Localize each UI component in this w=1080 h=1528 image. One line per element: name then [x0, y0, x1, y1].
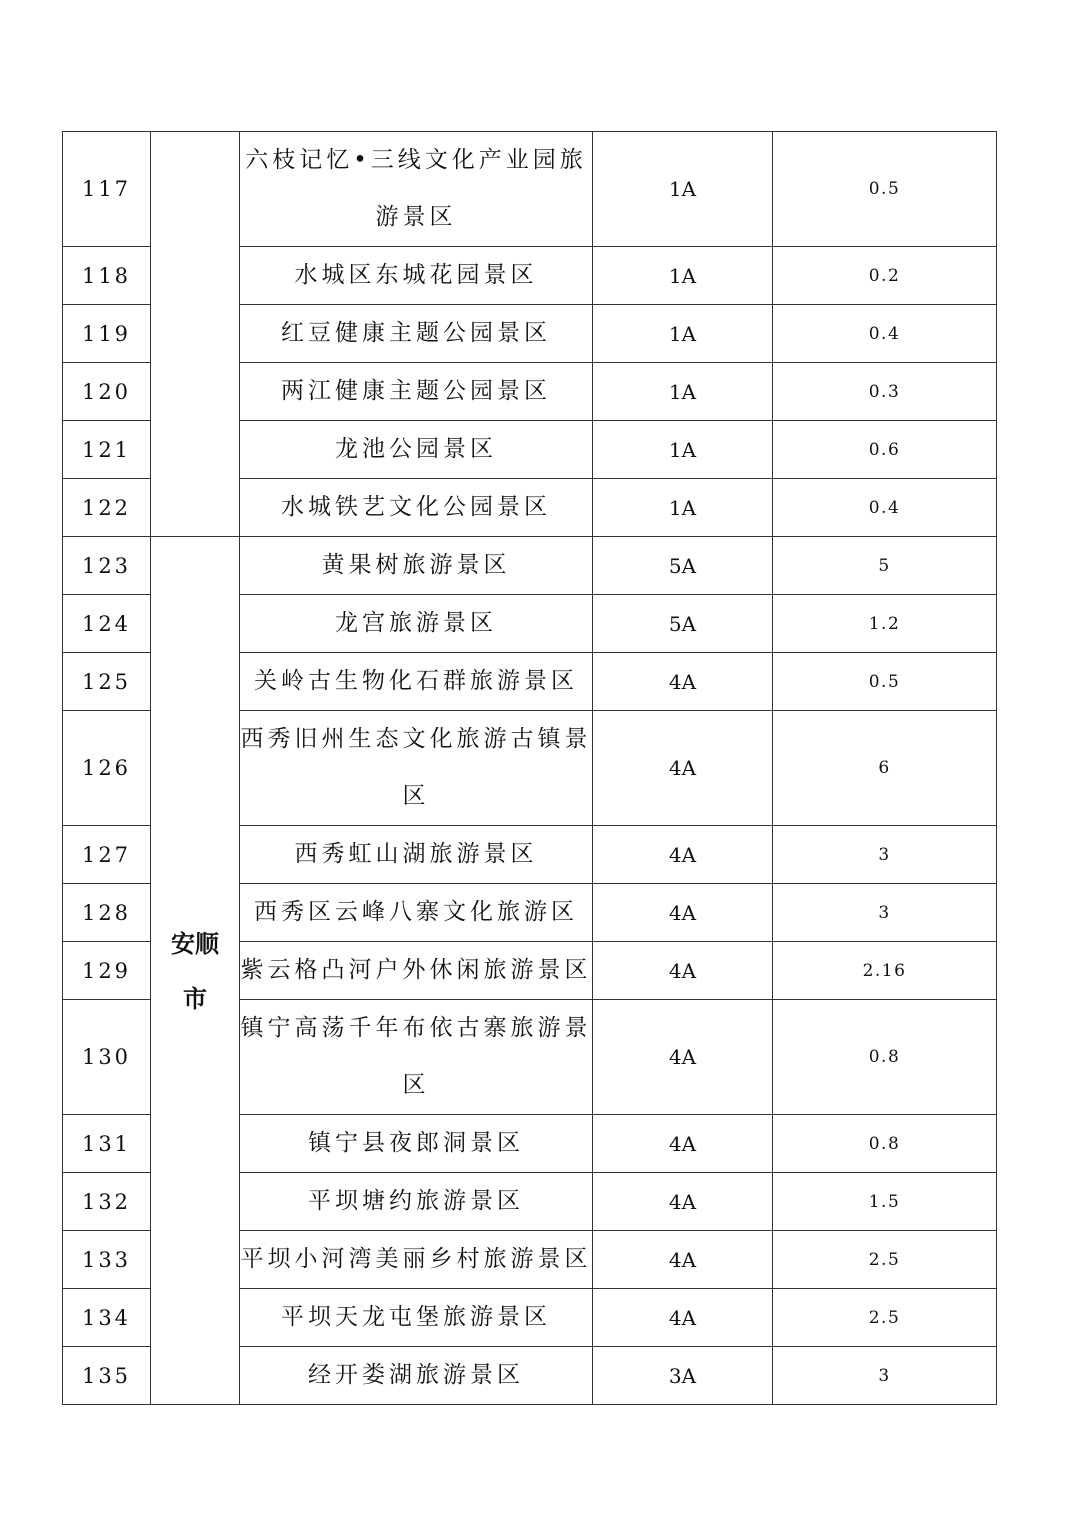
scenic-area-name: 西秀区云峰八寨文化旅游区	[240, 884, 593, 942]
scenic-area-value: 0.6	[773, 421, 997, 479]
scenic-area-level: 4A	[593, 1115, 773, 1173]
scenic-area-level: 1A	[593, 479, 773, 537]
row-number: 119	[63, 305, 151, 363]
scenic-area-value: 3	[773, 884, 997, 942]
row-number: 121	[63, 421, 151, 479]
scenic-area-name: 平坝天龙屯堡旅游景区	[240, 1289, 593, 1347]
scenic-area-level: 4A	[593, 826, 773, 884]
row-number: 133	[63, 1231, 151, 1289]
scenic-area-level: 4A	[593, 1231, 773, 1289]
scenic-area-level: 4A	[593, 942, 773, 1000]
scenic-area-value: 0.4	[773, 479, 997, 537]
row-number: 126	[63, 711, 151, 826]
table-row	[63, 537, 997, 595]
row-number: 122	[63, 479, 151, 537]
scenic-area-level: 1A	[593, 363, 773, 421]
scenic-area-level: 4A	[593, 1289, 773, 1347]
scenic-area-value: 3	[773, 1347, 997, 1405]
scenic-area-level: 4A	[593, 1000, 773, 1115]
row-number: 131	[63, 1115, 151, 1173]
scenic-area-level: 4A	[593, 1173, 773, 1231]
scenic-area-value: 0.5	[773, 653, 997, 711]
row-number: 117	[63, 132, 151, 247]
scenic-area-name: 两江健康主题公园景区	[240, 363, 593, 421]
scenic-area-name: 经开娄湖旅游景区	[240, 1347, 593, 1405]
scenic-area-value: 0.5	[773, 132, 997, 247]
city-label-line: 安顺	[171, 928, 219, 958]
row-number: 135	[63, 1347, 151, 1405]
row-number: 129	[63, 942, 151, 1000]
table-body	[63, 132, 997, 1405]
scenic-area-level: 5A	[593, 537, 773, 595]
scenic-area-value: 1.5	[773, 1173, 997, 1231]
scenic-area-value: 1.2	[773, 595, 997, 653]
row-number: 130	[63, 1000, 151, 1115]
scenic-area-value: 6	[773, 711, 997, 826]
scenic-area-name: 镇宁高荡千年布依古寨旅游景区	[240, 1000, 593, 1115]
scenic-area-name: 六枝记忆•三线文化产业园旅游景区	[240, 132, 593, 247]
row-number: 127	[63, 826, 151, 884]
table-row	[63, 132, 997, 247]
scenic-area-name: 龙池公园景区	[240, 421, 593, 479]
scenic-area-name: 黄果树旅游景区	[240, 537, 593, 595]
city-label-line: 市	[183, 983, 207, 1013]
scenic-area-name: 西秀虹山湖旅游景区	[240, 826, 593, 884]
row-number: 128	[63, 884, 151, 942]
scenic-area-value: 3	[773, 826, 997, 884]
row-number: 125	[63, 653, 151, 711]
scenic-area-name: 西秀旧州生态文化旅游古镇景区	[240, 711, 593, 826]
scenic-area-name: 水城区东城花园景区	[240, 247, 593, 305]
city-cell	[151, 537, 240, 1405]
scenic-area-value: 2.16	[773, 942, 997, 1000]
scenic-area-level: 1A	[593, 305, 773, 363]
row-number: 134	[63, 1289, 151, 1347]
scenic-area-value: 0.4	[773, 305, 997, 363]
scenic-area-name: 水城铁艺文化公园景区	[240, 479, 593, 537]
scenic-area-level: 1A	[593, 421, 773, 479]
scenic-area-value: 2.5	[773, 1289, 997, 1347]
scenic-area-level: 5A	[593, 595, 773, 653]
scenic-area-name: 龙宫旅游景区	[240, 595, 593, 653]
scenic-area-value: 0.8	[773, 1115, 997, 1173]
scenic-area-value: 0.2	[773, 247, 997, 305]
scenic-area-level: 3A	[593, 1347, 773, 1405]
city-cell	[151, 132, 240, 537]
row-number: 123	[63, 537, 151, 595]
scenic-area-table	[62, 131, 997, 1405]
scenic-area-level: 4A	[593, 711, 773, 826]
scenic-area-name: 紫云格凸河户外休闲旅游景区	[240, 942, 593, 1000]
scenic-area-value: 5	[773, 537, 997, 595]
row-number: 120	[63, 363, 151, 421]
scenic-area-value: 2.5	[773, 1231, 997, 1289]
row-number: 118	[63, 247, 151, 305]
scenic-area-level: 1A	[593, 132, 773, 247]
scenic-area-name: 红豆健康主题公园景区	[240, 305, 593, 363]
row-number: 132	[63, 1173, 151, 1231]
scenic-area-name: 平坝小河湾美丽乡村旅游景区	[240, 1231, 593, 1289]
scenic-area-value: 0.8	[773, 1000, 997, 1115]
scenic-area-name: 平坝塘约旅游景区	[240, 1173, 593, 1231]
scenic-area-level: 4A	[593, 884, 773, 942]
scenic-area-name: 关岭古生物化石群旅游景区	[240, 653, 593, 711]
scenic-area-level: 1A	[593, 247, 773, 305]
scenic-area-level: 4A	[593, 653, 773, 711]
row-number: 124	[63, 595, 151, 653]
scenic-area-name: 镇宁县夜郎洞景区	[240, 1115, 593, 1173]
scenic-area-value: 0.3	[773, 363, 997, 421]
